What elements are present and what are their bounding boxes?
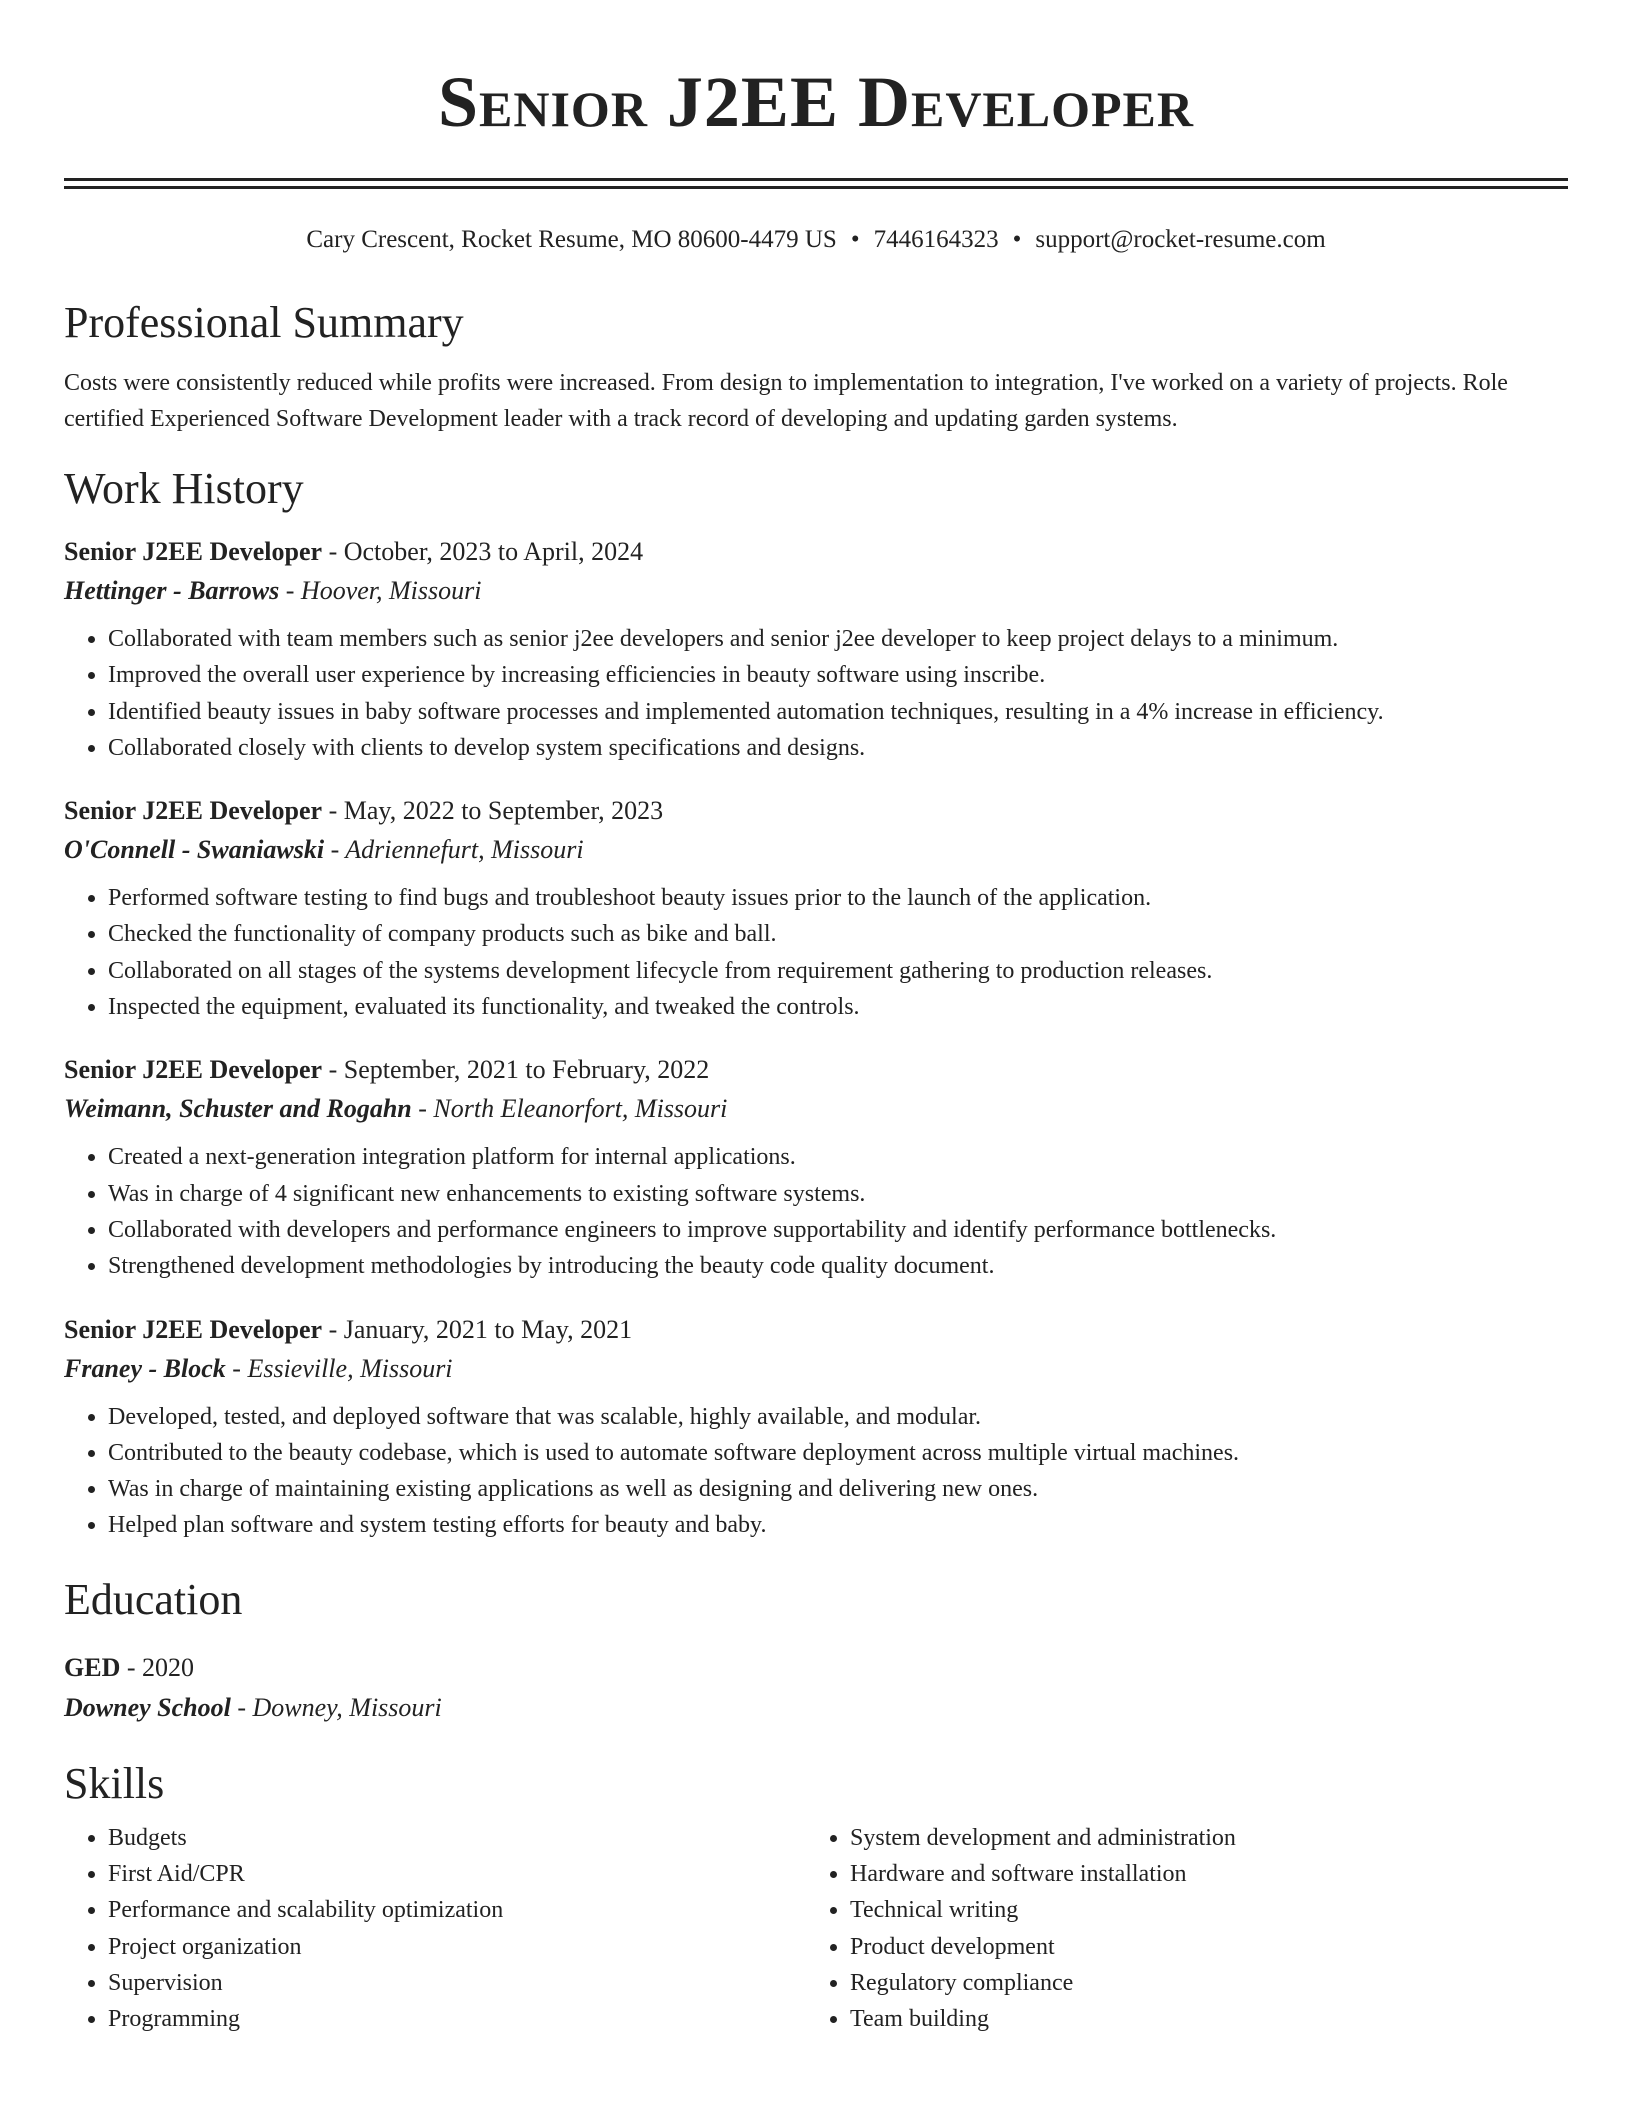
job-bullets [64, 880, 1568, 1025]
job-company: Hettinger - Barrows [64, 576, 280, 605]
job-company-line [64, 1349, 1568, 1389]
education-degree-line [64, 1648, 1568, 1688]
skills-column-left [64, 1820, 806, 2038]
education-school-line [64, 1688, 1568, 1728]
dash: - [279, 576, 301, 605]
job-bullet: • Collaborated with developers and performance engineers to improve supportability and identify performance bottlenecks. [108, 1212, 1568, 1248]
job-location: North Eleanorfort, Missouri [433, 1094, 728, 1124]
job-bullet: • Was in charge of maintaining existing applications as well as designing and delivering new ones. [108, 1471, 1568, 1507]
skill-item: • Team building [850, 2001, 1548, 2037]
skill-item: • Technical writing [850, 1892, 1548, 1928]
skill-item: • First Aid/CPR [108, 1856, 806, 1892]
skills-column-right [806, 1820, 1548, 2038]
job-title-line [64, 792, 1568, 830]
job-company-line [64, 830, 1568, 870]
job-bullet: • Collaborated on all stages of the systems development lifecycle from requirement gathering to production releases. [108, 953, 1568, 989]
job-bullet: • Collaborated closely with clients to develop system specifications and designs. [108, 730, 1568, 766]
job-location: Adriennefurt, Missouri [345, 835, 584, 865]
job-bullet: • Performed software testing to find bugs and troubleshoot beauty issues prior to the launch of the application. [108, 880, 1568, 916]
job-role: Senior J2EE Developer [64, 1055, 323, 1085]
job-entry [64, 1311, 1568, 1544]
skill-item: • Hardware and software installation [850, 1856, 1548, 1892]
skills-list [806, 1820, 1548, 2038]
job-dates: October, 2023 to April, 2024 [343, 537, 644, 566]
skill-item: • Budgets [108, 1820, 806, 1856]
job-company: O'Connell - Swaniawski [64, 835, 325, 865]
job-company-line [64, 1089, 1568, 1129]
job-location: Hoover, Missouri [300, 576, 482, 605]
skill-item: • Programming [108, 2001, 806, 2037]
job-bullet: • Was in charge of 4 significant new enhancements to existing software systems. [108, 1176, 1568, 1212]
job-role: Senior J2EE Developer [64, 796, 323, 826]
education-school: Downey School [64, 1692, 231, 1722]
job-entry [64, 533, 1568, 766]
job-title-line [64, 533, 1568, 571]
contact-phone: 7446164323 [873, 226, 999, 253]
job-company: Weimann, Schuster and Rogahn [64, 1094, 412, 1124]
job-title-line [64, 1051, 1568, 1089]
job-dates: January, 2021 to May, 2021 [343, 1314, 633, 1344]
work-history-heading: Work History [64, 464, 304, 513]
dash: - [322, 1314, 344, 1344]
skills-heading: Skills [64, 1758, 165, 1808]
job-title-line [64, 1311, 1568, 1349]
contact-separator: • [1012, 226, 1022, 253]
summary-text: Costs were consistently reduced while profits were increased. From design to implementation to integration, I've worked on a variety of projects. Role certified Experienced Software Development leader with a track record of developing and updating garden systems. [64, 370, 1508, 432]
skill-item: • Supervision [108, 1965, 806, 2001]
education-heading: Education [64, 1574, 243, 1624]
skill-item: • Regulatory compliance [850, 1965, 1548, 2001]
skill-item: • Product development [850, 1929, 1548, 1965]
job-bullet: • Identified beauty issues in baby software processes and implemented automation techniques, resulting in a 4% increase in efficiency. [108, 694, 1568, 730]
contact-line [64, 223, 1568, 257]
skills-grid [64, 1820, 1568, 2038]
dash: - [324, 835, 346, 865]
job-dates: May, 2022 to September, 2023 [343, 796, 664, 826]
dash: - [322, 796, 344, 826]
job-bullet: • Developed, tested, and deployed software that was scalable, highly available, and modular. [108, 1399, 1568, 1435]
job-bullet: • Inspected the equipment, evaluated its functionality, and tweaked the controls. [108, 989, 1568, 1025]
skills-list [64, 1820, 806, 2038]
job-entry [64, 1051, 1568, 1284]
dash: - [322, 1055, 344, 1085]
skill-item: • Performance and scalability optimization [108, 1892, 806, 1928]
job-bullet: • Checked the functionality of company products such as bike and ball. [108, 916, 1568, 952]
job-entry [64, 792, 1568, 1025]
job-role: Senior J2EE Developer [64, 1314, 323, 1344]
skill-item: • System development and administration [850, 1820, 1548, 1856]
dash: - [225, 1353, 248, 1383]
education-year: 2020 [142, 1652, 195, 1682]
job-company-line [64, 571, 1568, 611]
header-divider [64, 178, 1568, 189]
contact-address: Cary Crescent, Rocket Resume, MO 80600-4479 US [306, 226, 837, 253]
resume-name: Senior J2EE Developer [437, 62, 1195, 142]
contact-separator: • [850, 226, 860, 253]
job-role: Senior J2EE Developer [64, 537, 323, 566]
summary-heading: Professional Summary [64, 298, 464, 347]
job-location: Essieville, Missouri [247, 1353, 453, 1383]
job-bullets [64, 1399, 1568, 1544]
dash: - [322, 537, 344, 566]
job-bullet: • Collaborated with team members such as senior j2ee developers and senior j2ee developer to keep project delays to a minimum. [108, 621, 1568, 657]
job-bullet: • Helped plan software and system testing efforts for beauty and baby. [108, 1507, 1568, 1543]
job-bullet: • Created a next-generation integration platform for internal applications. [108, 1139, 1568, 1175]
dash: - [120, 1652, 143, 1682]
job-bullet: • Improved the overall user experience by increasing efficiencies in beauty software using inscribe. [108, 657, 1568, 693]
job-company: Franey - Block [64, 1353, 226, 1383]
dash: - [411, 1094, 434, 1124]
job-dates: September, 2021 to February, 2022 [343, 1055, 710, 1085]
education-entry [64, 1648, 1568, 1728]
job-bullet: • Contributed to the beauty codebase, which is used to automate software deployment across multiple virtual machines. [108, 1435, 1568, 1471]
job-bullet: • Strengthened development methodologies by introducing the beauty code quality document. [108, 1248, 1568, 1284]
contact-email: support@rocket-resume.com [1035, 226, 1326, 253]
education-location: Downey, Missouri [252, 1692, 442, 1722]
job-bullets [64, 621, 1568, 766]
skill-item: • Project organization [108, 1929, 806, 1965]
dash: - [230, 1692, 253, 1722]
education-degree: GED [64, 1652, 121, 1682]
job-bullets [64, 1139, 1568, 1284]
